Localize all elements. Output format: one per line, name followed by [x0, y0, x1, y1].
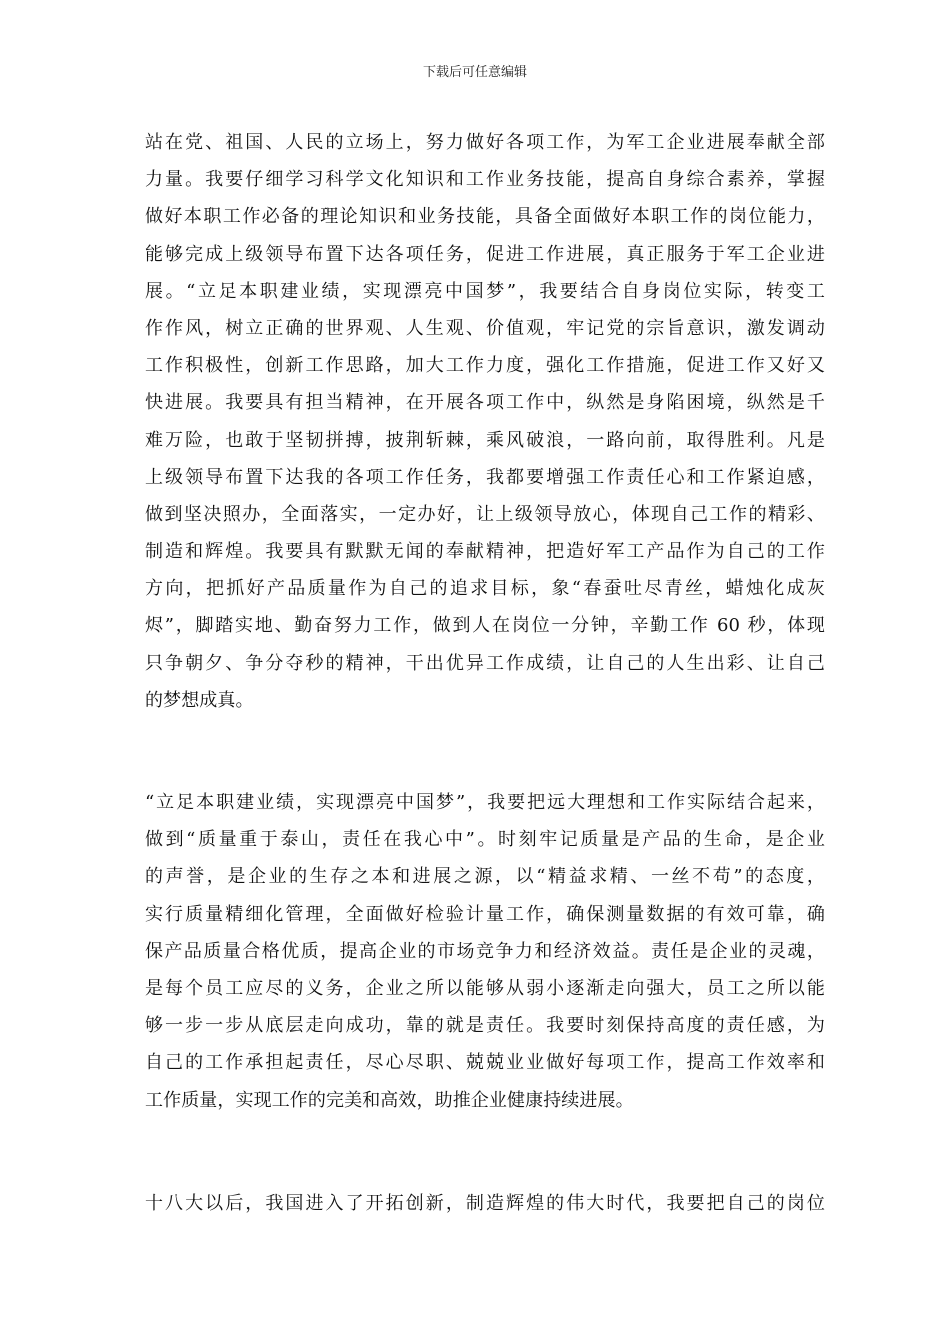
text-line: 方向，把抓好产品质量作为自己的追求目标，象“春蚕吐尽青丝，蜡烛化成灰: [145, 578, 825, 600]
text-line: 是每个员工应尽的义务，企业之所以能够从弱小逐渐走向强大，员工之所以能: [145, 977, 825, 999]
text-line: 的梦想成真。: [145, 689, 254, 711]
text-line: 自己的工作承担起责任，尽心尽职、兢兢业业做好每项工作，提高工作效率和: [145, 1052, 825, 1074]
paragraph-3: [145, 1185, 825, 1222]
text-line: 制造和辉煌。我要具有默默无闻的奉献精神，把造好军工产品作为自己的工作: [145, 541, 825, 563]
text-line: 展。“立足本职建业绩，实现漂亮中国梦”，我要结合自身岗位实际，转变工: [145, 280, 825, 302]
text-line: 实行质量精细化管理，全面做好检验计量工作，确保测量数据的有效可靠，确: [145, 903, 825, 925]
text-line: 的声誉，是企业的生存之本和进展之源，以“精益求精、一丝不苟”的态度，: [145, 866, 825, 888]
text-line: 工作积极性，创新工作思路，加大工作力度，强化工作措施，促进工作又好又: [145, 355, 825, 377]
page-header: 下载后可任意编辑: [422, 65, 527, 80]
text-line: 做到“质量重于泰山，责任在我心中”。时刻牢记质量是产品的生命，是企业: [145, 829, 825, 851]
text-line: 快进展。我要具有担当精神，在开展各项工作中，纵然是身陷困境，纵然是千: [145, 392, 825, 414]
text-line: 难万险，也敢于坚韧拼搏，披荆斩棘，乘风破浪，一路向前，取得胜利。凡是: [145, 429, 825, 451]
text-line: 作作风，树立正确的世界观、人生观、价值观，牢记党的宗旨意识，激发调动: [145, 317, 825, 339]
text-line: 够一步一步从底层走向成功，靠的就是责任。我要时刻保持高度的责任感，为: [145, 1015, 825, 1037]
text-line: 能够完成上级领导布置下达各项任务，促进工作进展，真正服务于军工企业进: [145, 243, 825, 265]
text-line: 做好本职工作必备的理论知识和业务技能，具备全面做好本职工作的岗位能力，: [145, 206, 825, 228]
paragraph-2: [145, 784, 825, 1119]
text-line: 烬”，脚踏实地、勤奋努力工作，做到人在岗位一分钟，辛勤工作 60 秒，体现: [145, 615, 825, 637]
text-line: 力量。我要仔细学习科学文化知识和工作业务技能，提高自身综合素养，掌握: [145, 169, 825, 191]
text-line: 工作质量，实现工作的完美和高效，助推企业健康持续进展。: [145, 1089, 634, 1111]
text-line: 只争朝夕、争分夺秒的精神，干出优异工作成绩，让自己的人生出彩、让自己: [145, 652, 825, 674]
paragraph-1: [145, 124, 825, 719]
text-line: 做到坚决照办，全面落实，一定办好，让上级领导放心，体现自己工作的精彩、: [145, 503, 825, 525]
text-line: “立足本职建业绩，实现漂亮中国梦”，我要把远大理想和工作实际结合起来，: [145, 792, 825, 813]
text-line: 保产品质量合格优质，提高企业的市场竞争力和经济效益。责任是企业的灵魂，: [145, 940, 825, 962]
text-line: 上级领导布置下达我的各项工作任务，我都要增强工作责任心和工作紧迫感，: [145, 466, 825, 488]
text-line: 十八大以后，我国进入了开拓创新，制造辉煌的伟大时代，我要把自己的岗位: [145, 1193, 825, 1214]
text-line: 站在党、祖国、人民的立场上，努力做好各项工作，为军工企业进展奉献全部: [145, 132, 825, 153]
